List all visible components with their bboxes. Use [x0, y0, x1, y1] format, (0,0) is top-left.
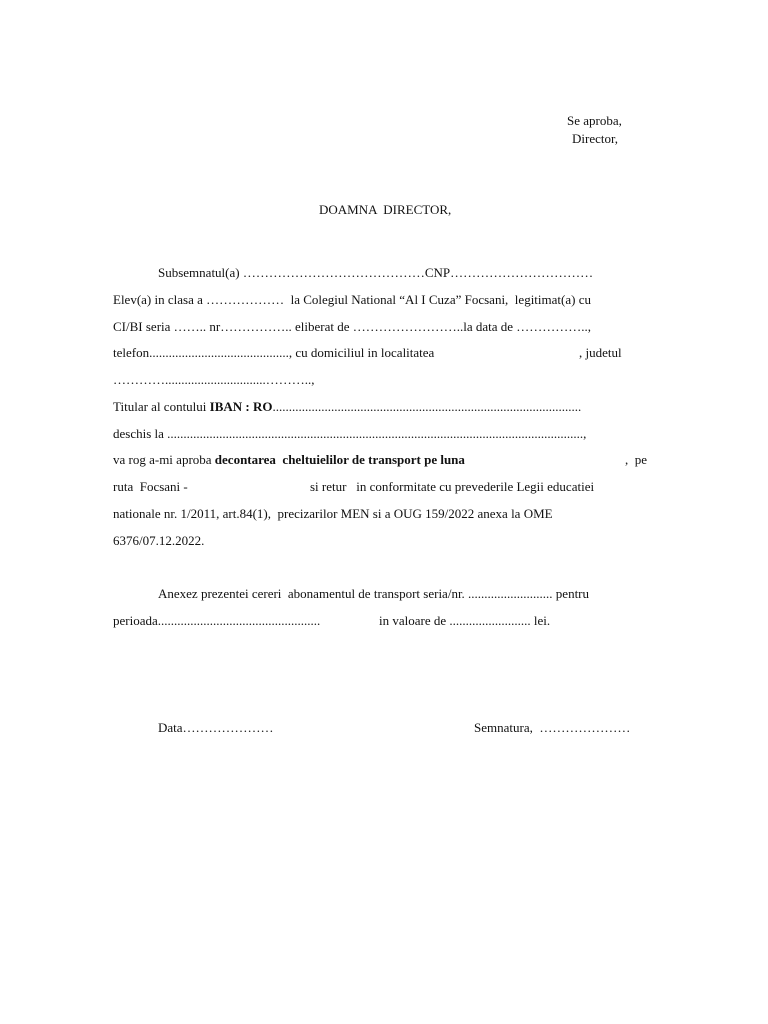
county-label: , judetul [579, 345, 622, 360]
iban-dots: ............................................................................................... [272, 399, 582, 414]
id-card-line: CI/BI seria …….. nr…………….. eliberat de ……………………..la data de …………….., [113, 319, 592, 334]
bank-line: deschis la ................................................................................................................................, [113, 426, 587, 441]
value-line: in valoare de ......................... lei. [379, 613, 551, 628]
phone-locality-line: telefon..........................................., cu domiciliul in localitatea [113, 345, 435, 360]
request-line [113, 452, 465, 468]
iban-label: IBAN : RO [209, 399, 273, 414]
request-prefix: va rog a-mi aproba [113, 452, 215, 467]
iban-line [113, 399, 581, 415]
period-line: perioada.................................................. [113, 613, 321, 628]
student-class-line: Elev(a) in clasa a ……………… la Colegiul National “Al I Cuza” Focsani, legitimat(a) cu [113, 292, 591, 307]
request-bold-text: decontarea cheltuielilor de transport pe luna [214, 452, 465, 467]
legal-basis-line: nationale nr. 1/2011, art.84(1), precizarilor MEN si a OUG 159/2022 anexa la OME [113, 506, 553, 521]
route-return-line: si retur in conformitate cu prevederile Legii educatiei [310, 479, 595, 494]
attachment-line: Anexez prezentei cereri abonamentul de transport seria/nr. .......................... pentru [158, 586, 590, 601]
legal-basis-end: 6376/07.12.2022. [113, 533, 205, 548]
date-field: Data………………… [158, 720, 274, 735]
request-suffix: , pe [625, 452, 648, 467]
salutation: DOAMNA DIRECTOR, [319, 202, 452, 217]
signature-field: Semnatura, ………………… [474, 720, 631, 735]
county-dots-line: …………...............................……….., [113, 372, 315, 387]
student-name-cnp-line: Subsemnatul(a) ……………………………………CNP…………………………… [158, 265, 594, 280]
director-line: Director, [572, 131, 619, 146]
approval-line: Se aproba, [567, 113, 622, 128]
iban-prefix: Titular al contului [113, 399, 210, 414]
route-label: ruta Focsani - [113, 479, 188, 494]
